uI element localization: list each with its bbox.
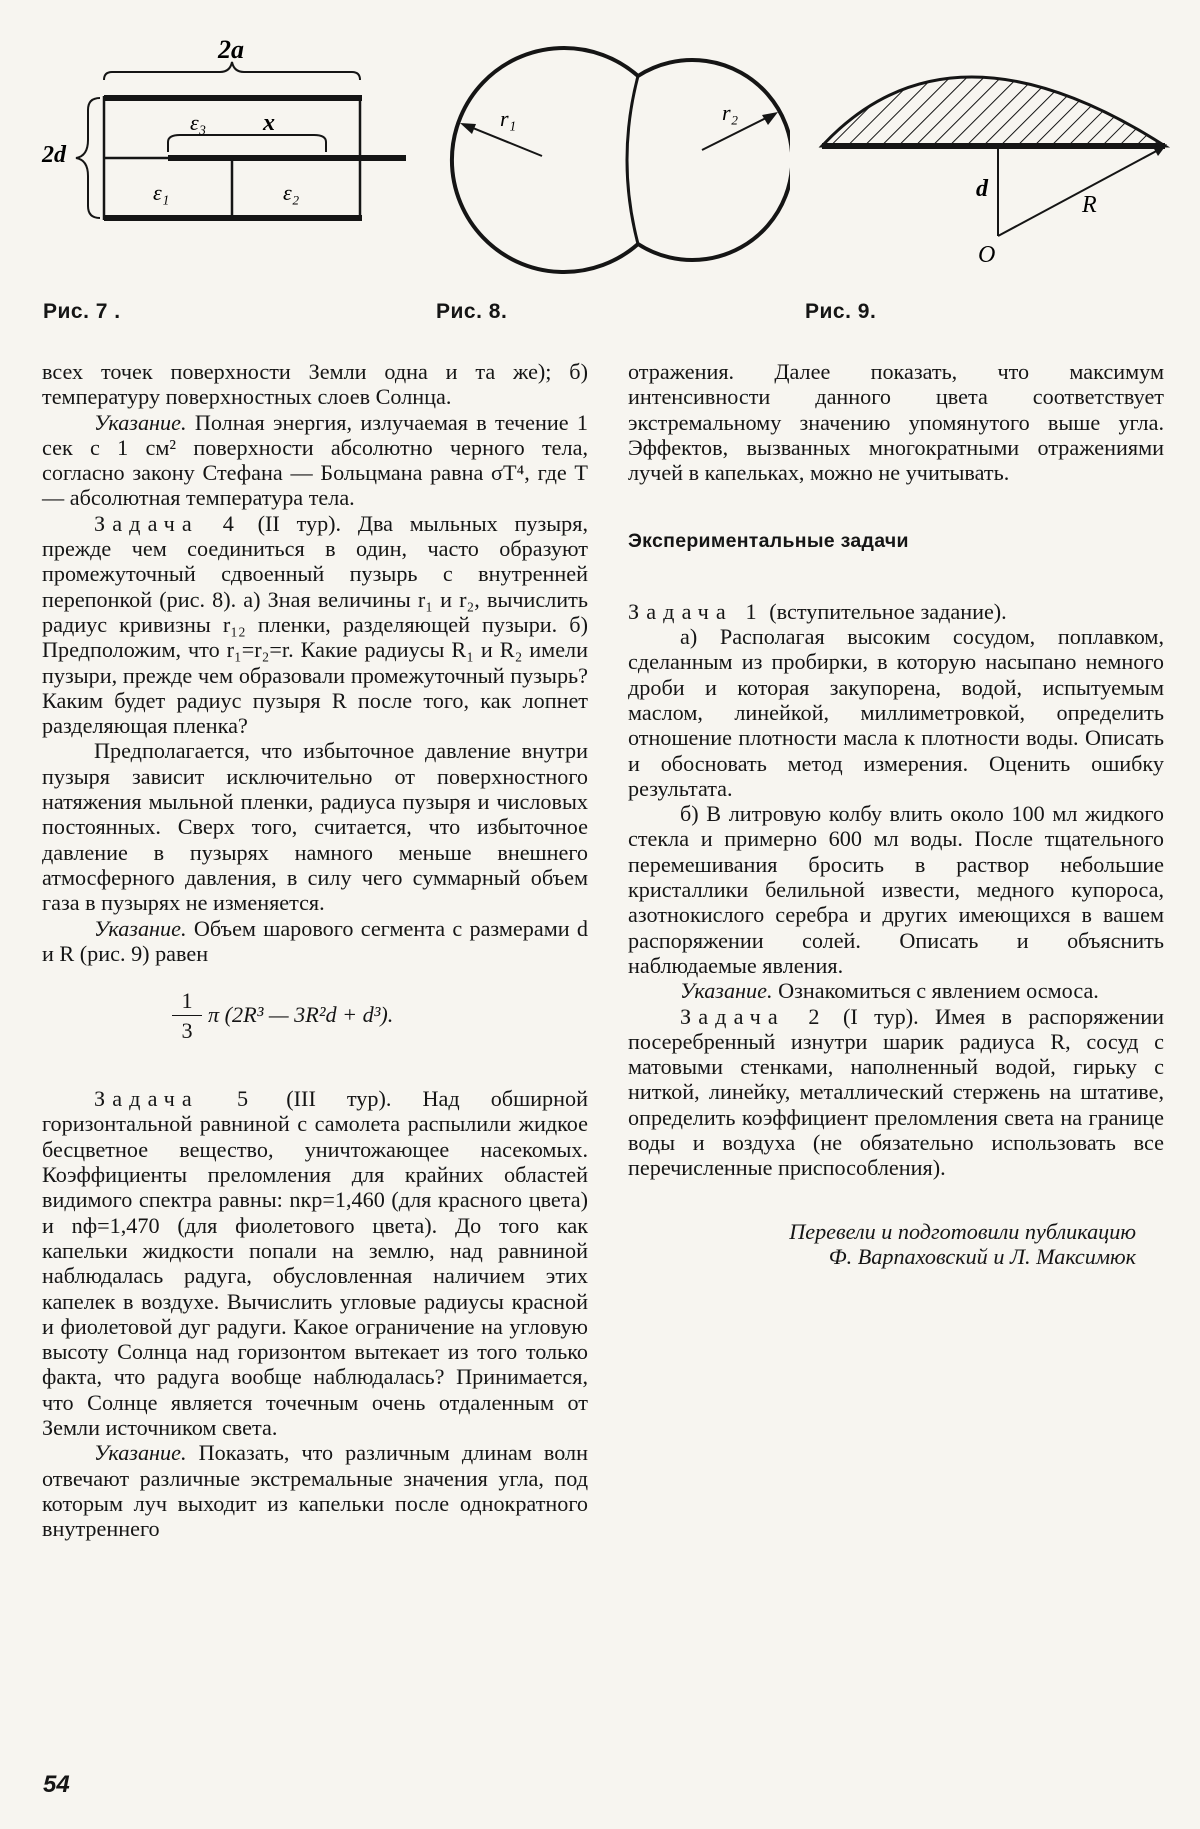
problem-5-label: Задача 5	[94, 1086, 256, 1112]
hint-text: Показать, что различным длинам волн отвечают различные экстремальные значения угла, под которым луч выходит из капельки после однократного внутреннего	[42, 1440, 588, 1542]
fig9-label-R: R	[1082, 192, 1097, 218]
exp-problem-2-text: (I тур). Имея в распоряжении посеребренный изнутри шарик радиуса R, сосуд с матовыми стенками, наполненный водой, гирьку с ниткой, линейку, металлический стержень на штативе, определить коэффициент преломления света на границе воды и воздуха (не обязательно использовать все перечисленные приспособления).	[628, 1003, 1164, 1181]
exp-problem-1	[628, 599, 1164, 624]
exp-problem-2	[628, 1004, 1164, 1181]
fig8-label-r1: r₁	[500, 106, 517, 131]
exp-problem-2-label: Задача 2	[680, 1003, 827, 1029]
fig9-label-d: d	[976, 176, 988, 202]
fig7-label-x: x	[263, 110, 275, 136]
right-paragraph-3: а) Располагая высоким сосудом, поплавком, сделанным из пробирки, в которую насыпано немного дроби и которая закупорена, водой, испытуемым маслом, линейкой, миллиметровкой, определить отношение плотности масла к плотности воды. Описать и обосновать метод измерения. Оценить ошибку результата.	[628, 624, 1164, 801]
formula-body: π (2R³ — 3R²d + d³).	[208, 1002, 394, 1028]
fig7-label-eps2: ε₂	[283, 180, 300, 205]
left-column	[42, 359, 588, 1541]
right-paragraph-5	[628, 978, 1164, 1003]
exp-problem-1-label: Задача 1	[628, 598, 764, 624]
right-paragraph-4: б) В литровую колбу влить около 100 мл жидкого стекла и примерно 600 мл воды. После тщательного перемешивания бросить в раствор небольшие кристаллики белильной извести, медного купороса, азотнокислого серебра и других имеющихся в вашем распоряжении солей. Описать и объяснить наблюдаемые явления.	[628, 801, 1164, 978]
fig7-label-2d: 2d	[42, 142, 66, 168]
figure-8	[430, 30, 790, 280]
hint-text: Объем шарового сегмента с размерами d и R (рис. 9) равен	[42, 915, 588, 966]
right-paragraph-1: отражения. Далее показать, что максимум интенсивности данного цвета соответствует экстремальному значению упомянутого выше угла. Эффектов, вызванных многократными отражениями лучей в капельках, можно не учитывать.	[628, 359, 1164, 486]
figure-7	[40, 30, 420, 255]
formula-denominator: 3	[181, 1018, 193, 1044]
problem-4	[42, 511, 588, 739]
problem-5-text: (III тур). Над обширной горизонтальной равниной с самолета распылили жидкое бесцветное вещество, уничтожающее насекомых. Коэффициенты преломления для крайних областей видимого спектра равны: nкр=1,460 (для красного цвета) и nф=1,470 (для фиолетового цвета). До того как капельки жидкости попали на землю, над равниной наблюдалась радуга, обусловленная наличием этих капелек в воздухе. Вычислить угловые радиусы красной и фиолетовой дуг радуги. Какое ограничение на угловую высоту Солнца над горизонтом вытекает из того только факта, что радуга вообще наблюдалась? Принимается, что Солнце является точечным очень отдаленным от Земли источником света.	[42, 1086, 588, 1440]
section-heading: Экспериментальные задачи	[628, 530, 909, 553]
exp-problem-1-text: (вступительное задание).	[763, 598, 1007, 624]
left-paragraph-2	[42, 410, 588, 511]
credit-line-2: Ф. Варпаховский и Л. Максимюк	[828, 1243, 1136, 1269]
fig8-caption: Рис. 8.	[436, 300, 508, 323]
problem-4-text: (II тур). Два мыльных пузыря, прежде чем соединиться в один, часто образуют промежуточный сдвоенный пузырь с внутренней перепонкой (рис. 8). а) Зная величины r₁ и r₂, вычислить радиус кривизны r₁₂ пленки, разделяющей пузыри. б) Предположим, что r₁=r₂=r. Какие радиусы R₁ и R₂ имели пузыри, прежде чем образовали промежуточный пузырь? Каким будет радиус пузыря R после того, как лопнет разделяющая пленка?	[42, 510, 589, 739]
figure-9	[810, 30, 1190, 280]
formula-numerator: 1	[172, 988, 202, 1016]
left-paragraph-5	[42, 916, 588, 967]
fig8-label-r2: r₂	[722, 100, 739, 125]
fig9-label-O: O	[978, 242, 996, 268]
hint-label: Указание.	[94, 915, 187, 941]
fig7-label-eps1: ε₁	[153, 180, 170, 205]
hint-label: Указание.	[94, 409, 187, 435]
hint-label: Указание.	[94, 1440, 187, 1466]
right-column	[628, 359, 1164, 1269]
page-number: 54	[43, 1771, 70, 1798]
problem-5	[42, 1086, 588, 1440]
hint-label: Указание.	[680, 978, 773, 1004]
left-paragraph-7	[42, 1440, 588, 1541]
fig7-label-eps3: ε₃	[190, 110, 207, 135]
fig7-label-2a: 2a	[218, 35, 244, 64]
formula-fraction	[172, 988, 202, 1044]
left-paragraph-4: Предполагается, что избыточное давление внутри пузыря зависит исключительно от поверхностного натяжения мыльной пленки, радиуса пузыря и числовых постоянных. Сверх того, считается, что избыточное давление в пузырях намного меньше внешнего атмосферного давления, в силу чего суммарный объем газа в пузырях не изменяется.	[42, 738, 588, 916]
credit-line-1: Перевели и подготовили публикацию	[789, 1218, 1136, 1244]
fig9-caption: Рис. 9.	[805, 300, 877, 323]
problem-4-label: Задача 4	[94, 510, 241, 536]
left-paragraph-1: всех точек поверхности Земли одна и та же); б) температуру поверхностных слоев Солнца.	[42, 359, 588, 410]
hint-text: Ознакомиться с явлением осмоса.	[772, 978, 1099, 1004]
credits	[628, 1219, 1164, 1270]
segment-volume-formula	[42, 966, 588, 1086]
fig7-caption: Рис. 7 .	[43, 300, 121, 323]
hint-text: Полная энергия, излучаемая в течение 1 сек с 1 см² поверхности абсолютно черного тела, согласно закону Стефана — Больцмана равна σT⁴, где T — абсолютная температура тела.	[42, 409, 588, 511]
